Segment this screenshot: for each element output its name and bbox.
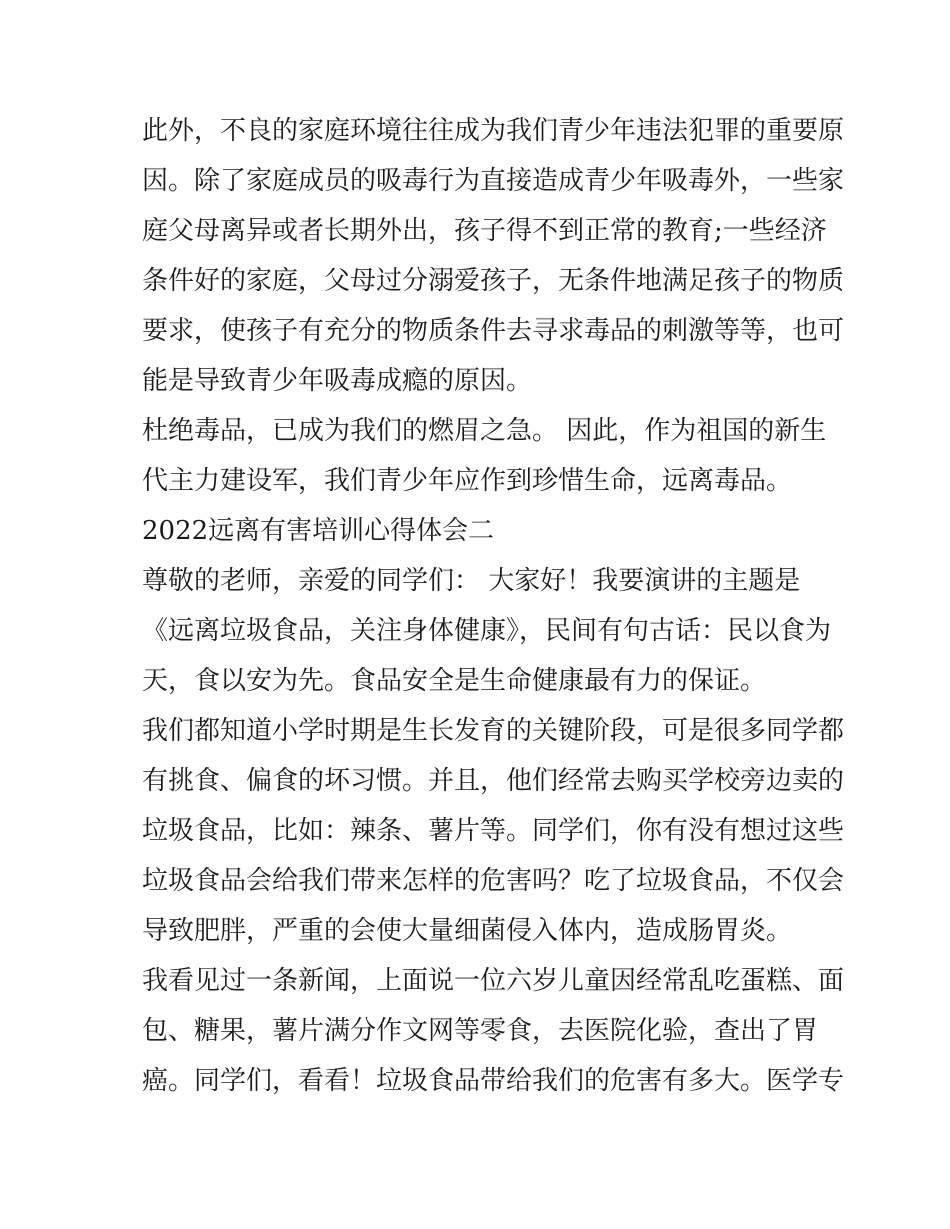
text-line: 代主力建设军，我们青少年应作到珍惜生命，远离毒品。 xyxy=(142,466,793,496)
text-line: 导致肥胖，严重的会使大量细菌侵入体内，造成肠胃炎。 xyxy=(142,916,793,946)
text-line: 天，食以安为先。食品安全是生命健康最有力的保证。 xyxy=(142,666,767,696)
text-line: 癌。同学们，看看！垃圾食品带给我们的危害有多大。医学专 xyxy=(142,1066,845,1096)
text-line: 包、糖果，薯片满分作文网等零食，去医院化验，查出了胃 xyxy=(142,1016,819,1046)
text-line: 此外，不良的家庭环境往往成为我们青少年违法犯罪的重要原 xyxy=(142,116,845,146)
text-line: 能是导致青少年吸毒成瘾的原因。 xyxy=(142,366,533,396)
text-line: 我看见过一条新闻，上面说一位六岁儿童因经常乱吃蛋糕、面 xyxy=(142,966,845,996)
text-line: 杜绝毒品，已成为我们的燃眉之急。 因此，作为祖国的新生 xyxy=(142,416,827,446)
text-line: 尊敬的老师，亲爱的同学们： 大家好！我要演讲的主题是 xyxy=(142,566,801,596)
document-body xyxy=(142,106,845,1106)
section-heading: 2022远离有害培训心得体会二 xyxy=(142,516,495,546)
text-line: 垃圾食品会给我们带来怎样的危害吗？吃了垃圾食品，不仅会 xyxy=(142,866,845,896)
text-line: 我们都知道小学时期是生长发育的关键阶段，可是很多同学都 xyxy=(142,716,845,746)
text-line: 垃圾食品，比如：辣条、薯片等。同学们，你有没有想过这些 xyxy=(142,816,845,846)
text-line: 条件好的家庭，父母过分溺爱孩子，无条件地满足孩子的物质 xyxy=(142,266,845,296)
text-line: 要求，使孩子有充分的物质条件去寻求毒品的刺激等等，也可 xyxy=(142,316,845,346)
text-line: 有挑食、偏食的坏习惯。并且，他们经常去购买学校旁边卖的 xyxy=(142,766,845,796)
text-line: 庭父母离异或者长期外出，孩子得不到正常的教育;一些经济 xyxy=(142,216,827,246)
text-line: 因。除了家庭成员的吸毒行为直接造成青少年吸毒外，一些家 xyxy=(142,166,845,196)
text-line: 《远离垃圾食品，关注身体健康》，民间有句古话：民以食为 xyxy=(142,616,832,646)
